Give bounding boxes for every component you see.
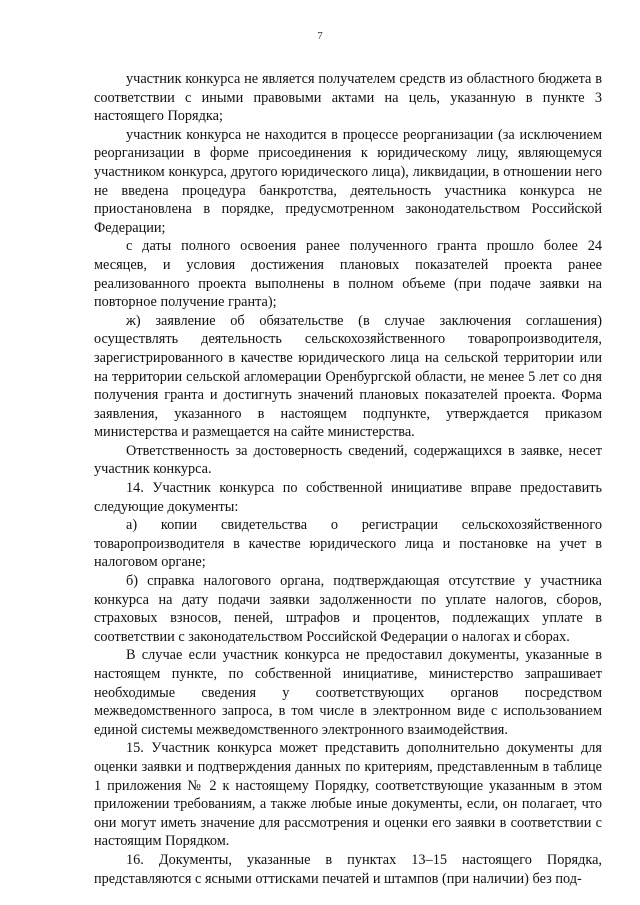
paragraph-item-b: б) справка налогового органа, подтверждающая отсутствие у участника конкурса на дату подачи заявки задолженности по уплате налогов, сборов, страховых взносов, пеней, штрафов и процентов, подлежащих уплате в соответствии с законодательством Российской Федерации о налогах и сборах. xyxy=(94,573,602,645)
document-body xyxy=(94,70,602,888)
paragraph-interagency-request: В случае если участник конкурса не предоставил документы, указанные в настоящем пункте, по собственной инициативе, министерство запрашивает необходимые сведения у соответствующих органов посредством межведомственного запроса, в том числе в электронном виде с использованием единой системы межведомственного электронного взаимодействия. xyxy=(94,647,602,738)
paragraph-clause-14: 14. Участник конкурса по собственной инициативе вправе предоставить следующие документы: xyxy=(94,480,602,515)
paragraph-clause-16: 16. Документы, указанные в пунктах 13–15 настоящего Порядка, представляются с ясными оттисками печатей и штампов (при наличии) без под- xyxy=(94,851,602,887)
paragraph-not-recipient: участник конкурса не является получателем средств из областного бюджета в соответствии с иными правовыми актами на цель, указанную в пункте 3 настоящего Порядка; xyxy=(94,71,602,125)
paragraph-item-zh: ж) заявление об обязательстве (в случае заключения соглашения) осуществлять деятельность сельскохозяйственного товаропроизводителя, зарегистрированного в качестве юридического лица на сельской территории или на территории сельской агломерации Оренбургской области, не менее 5 лет со дня получения гранта и достигнуть значений плановых показателей проекта. Форма заявления, указанного в настоящем подпункте, утверждается приказом министерства и размещается на сайте министерства. xyxy=(94,312,602,441)
paragraph-clause-15: 15. Участник конкурса может представить дополнительно документы для оценки заявки и подтверждения данных по критериям, представленным в таблице 1 приложения № 2 к настоящему Порядку, соответствующие указанным в этом приложении требованиям, а также любые иные документы, если, он полагает, что они могут иметь значение для рассмотрения и оценки его заявки в соответствии с настоящим Порядком. xyxy=(94,740,602,850)
paragraph-item-a: а) копии свидетельства о регистрации сельскохозяйственного товаропроизводителя в качестве юридического лица и постановке на учет в налоговом органе; xyxy=(94,517,602,571)
paragraph-repeat-grant: с даты полного освоения ранее полученного гранта прошло более 24 месяцев, и условия достижения плановых показателей проекта ранее реализованного проекта выполнены в полном объеме (при подаче заявки на повторное получение гранта); xyxy=(94,238,602,311)
paragraph-no-reorganization: участник конкурса не находится в процессе реорганизации (за исключением реорганизации в форме присоединения к юридическому лицу, являющемуся участником конкурса, другого юридического лица), ликвидации, в отношении него не введена процедура банкротства, деятельность участника конкурса не приостановлена в порядке, предусмотренном законодательством Российской Федерации; xyxy=(94,126,602,236)
page-number: 7 xyxy=(317,30,323,42)
paragraph-responsibility: Ответственность за достоверность сведений, содержащихся в заявке, несет участник конкурса. xyxy=(94,442,602,478)
